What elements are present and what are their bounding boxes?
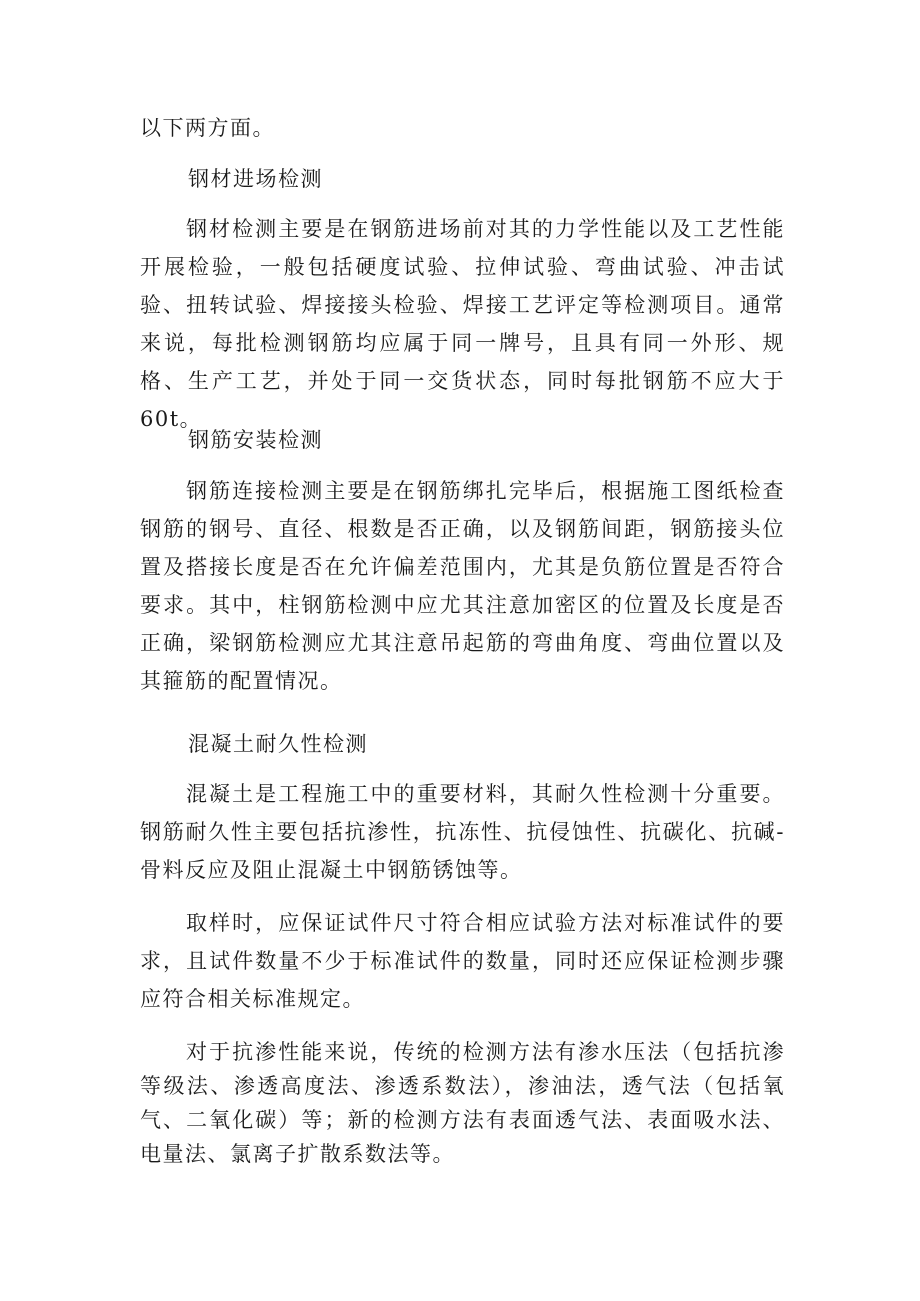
paragraph-permeability: 对于抗渗性能来说，传统的检测方法有渗水压法（包括抗渗等级法、渗透高度法、渗透系数法），渗油法，透气法（包括氧气、二氧化碳）等；新的检测方法有表面透气法、表面吸水法、电量法、氯离子扩散系数法等。 bbox=[140, 1040, 785, 1166]
section-heading-steel-entry: 钢材进场检测 bbox=[188, 167, 323, 191]
paragraph-continuation: 以下两方面。 bbox=[140, 116, 275, 140]
paragraph-steel-testing: 钢材检测主要是在钢筋进场前对其的力学性能以及工艺性能开展检验，一般包括硬度试验、拉伸试验、弯曲试验、冲击试验、扭转试验、焊接接头检验、焊接工艺评定等检测项目。通常来说，每批检测钢筋均应属于同一牌号，且具有同一外形、规格、生产工艺，并处于同一交货状态，同时每批钢筋不应大于60t。 bbox=[140, 217, 785, 431]
section-heading-rebar-installation: 钢筋安装检测 bbox=[188, 428, 323, 452]
paragraph-sampling: 取样时，应保证试件尺寸符合相应试验方法对标准试件的要求，且试件数量不少于标准试件的数量，同时还应保证检测步骤应符合相关标准规定。 bbox=[140, 911, 785, 1011]
paragraph-rebar-installation: 钢筋连接检测主要是在钢筋绑扎完毕后，根据施工图纸检查钢筋的钢号、直径、根数是否正确，以及钢筋间距，钢筋接头位置及搭接长度是否在允许偏差范围内，尤其是负筋位置是否符合要求。其中，柱钢筋检测中应尤其注意加密区的位置及长度是否正确，梁钢筋检测应尤其注意吊起筋的弯曲角度、弯曲位置以及其箍筋的配置情况。 bbox=[140, 479, 785, 693]
paragraph-concrete-durability: 混凝土是工程施工中的重要材料，其耐久性检测十分重要。钢筋耐久性主要包括抗渗性，抗冻性、抗侵蚀性、抗碳化、抗碱-骨料反应及阻止混凝土中钢筋锈蚀等。 bbox=[140, 782, 785, 882]
section-heading-concrete-durability: 混凝土耐久性检测 bbox=[188, 732, 368, 756]
